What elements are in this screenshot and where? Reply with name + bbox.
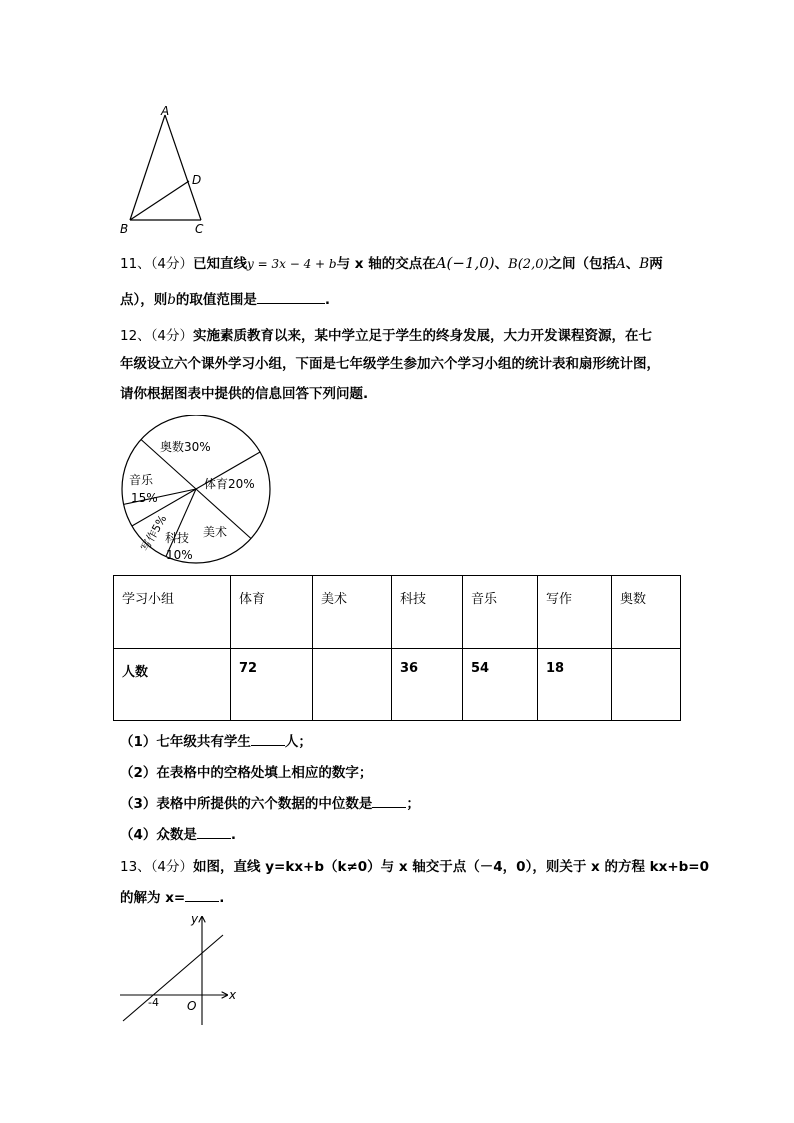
q12-sub3	[120, 792, 420, 812]
pie-slice-boundary-科技	[166, 489, 196, 557]
table-cell-blank[interactable]	[612, 649, 681, 721]
pie-chart	[115, 415, 275, 575]
q11-end: .	[324, 292, 331, 308]
tick-label: -4	[148, 996, 159, 1009]
table-cell: 36	[392, 649, 463, 721]
q12-text1: 实施素质教育以来，某中学立足于学生的终身发展，大力开发课程资源，在七	[193, 328, 653, 344]
q12-text2: 年级设立六个课外学习小组，下面是七年级学生参加六个学习小组的统计表和扇形统计图，	[120, 356, 660, 372]
q11-number: 11、	[120, 256, 151, 272]
q13-line2	[120, 886, 224, 906]
q11-text3: 之间（包括	[548, 256, 617, 272]
q13-text2: 的解为 x=	[120, 890, 186, 906]
label-b: B	[120, 222, 129, 236]
q12-sub1-text: （1）七年级共有学生	[120, 734, 251, 750]
label-d: D	[192, 173, 202, 187]
q11-a: A	[616, 256, 626, 272]
q11-point-a: A(−1,0)	[435, 254, 495, 272]
pie-label-tech-pct: 10%	[166, 548, 193, 562]
q12-sub1-end: 人；	[284, 734, 312, 750]
origin-label: O	[187, 999, 197, 1013]
q12-sub2	[120, 761, 372, 781]
label-a: A	[161, 104, 170, 118]
table-cell: 奥数	[612, 576, 681, 649]
q12-sub4-text: （4）众数是	[120, 827, 197, 843]
segment-bd	[130, 181, 189, 220]
table-row	[114, 649, 681, 721]
q11-point-b: B(2,0)	[508, 257, 549, 272]
table-cell: 54	[463, 649, 538, 721]
q11-line2-end: 的取值范围是	[175, 292, 257, 308]
q11-text2: 与 x 轴的交点在	[336, 256, 436, 272]
table-cell: 72	[231, 649, 313, 721]
table-cell-blank[interactable]	[313, 649, 392, 721]
q11-b: B	[639, 256, 650, 272]
q12-line3	[120, 376, 680, 412]
pie-label-music: 音乐	[129, 473, 154, 487]
triangle-figure	[115, 100, 225, 240]
q12-sub4-blank[interactable]	[197, 823, 231, 839]
q12-text3: 请你根据图表中提供的信息回答下列问题.	[120, 386, 369, 402]
side-ac	[165, 115, 201, 220]
function-line	[123, 935, 223, 1021]
table-cell: 音乐	[463, 576, 538, 649]
q13-number: 13、	[120, 859, 151, 875]
q11-text4: 两	[649, 256, 663, 272]
table-cell: 美术	[313, 576, 392, 649]
q13-score: （4分）	[150, 859, 194, 875]
q11-dot: 、	[625, 256, 640, 272]
q12-number: 12、	[120, 328, 151, 344]
pie-label-music-pct: 15%	[131, 491, 158, 505]
side-ab	[130, 115, 165, 220]
q11-line1	[120, 245, 680, 283]
q12-sub2-text: （2）在表格中的空格处填上相应的数字；	[120, 765, 373, 781]
q12-sub3-end: ；	[406, 796, 420, 812]
q11-line2-start: 点），则	[120, 292, 168, 308]
table-cell: 体育	[231, 576, 313, 649]
q12-sub3-text: （3）表格中所提供的六个数据的中位数是	[120, 796, 373, 812]
label-c: C	[195, 222, 204, 236]
q13-end: .	[219, 890, 225, 906]
stats-table	[113, 575, 681, 721]
table-cell: 学习小组	[114, 576, 231, 649]
q12-score: （4分）	[150, 328, 194, 344]
pie-label-math: 奥数30%	[160, 440, 211, 454]
q12-sub1-blank[interactable]	[251, 730, 285, 746]
table-cell: 写作	[538, 576, 612, 649]
table-cell: 科技	[392, 576, 463, 649]
q11-answer-blank[interactable]	[257, 288, 325, 304]
x-axis-label: x	[229, 988, 237, 1002]
q11-equation: y = 3x − 4 + b	[247, 257, 337, 271]
pie-label-art: 美术	[203, 525, 228, 539]
q12-sub4	[120, 823, 236, 843]
q13-line1	[120, 855, 709, 875]
table-header-row	[114, 576, 681, 649]
q12-sub1	[120, 730, 312, 750]
q11-score: （4分）	[150, 256, 194, 272]
q13-text1: 如图，直线 y=kx+b（k≠0）与 x 轴交于点（－4，0），则关于 x 的方程 kx+b=0	[193, 859, 710, 875]
table-cell: 人数	[114, 649, 231, 721]
table-cell: 18	[538, 649, 612, 721]
q12-sub3-blank[interactable]	[372, 792, 406, 808]
q13-answer-blank[interactable]	[185, 886, 219, 902]
y-axis-label: y	[191, 912, 199, 926]
q11-var-b: b	[167, 292, 176, 308]
q12-sub4-end: .	[230, 827, 237, 843]
linear-graph-figure	[115, 905, 255, 1030]
pie-label-writing: 写作5%	[138, 512, 170, 554]
q11-line2	[120, 282, 680, 318]
pie-label-tech: 科技	[165, 531, 190, 545]
q11-sep: 、	[494, 256, 509, 272]
pie-label-pe: 体育20%	[204, 477, 255, 491]
q11-text1: 已知直线	[193, 256, 248, 272]
